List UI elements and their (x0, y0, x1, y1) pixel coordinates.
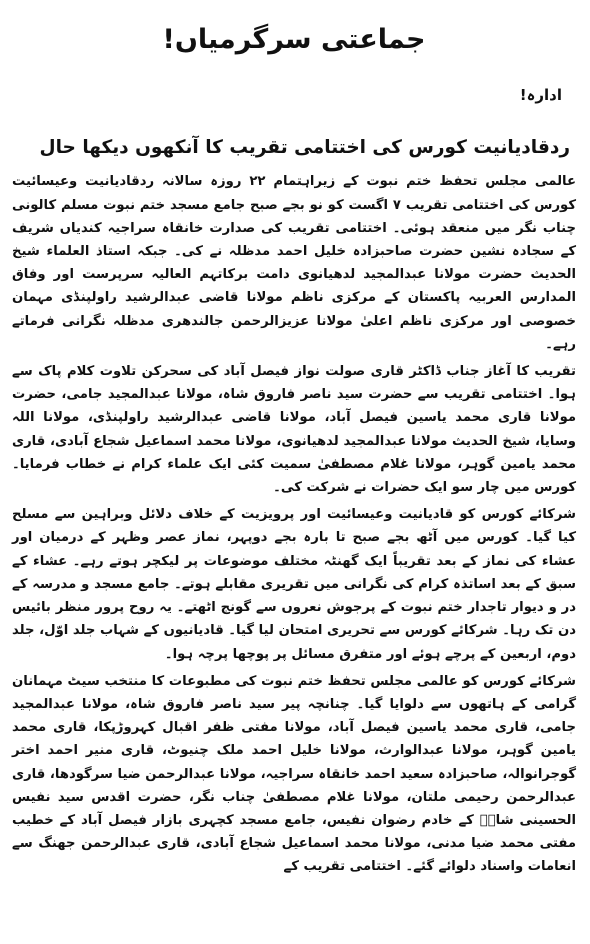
section-heading: ردقادیانیت کورس کی اختتامی تقریب کا آنکھوں دیکھا حال (39, 137, 570, 159)
paragraph: عالمی مجلس تحفظ ختم نبوت کے زیراہتمام ۲۲ روزہ سالانہ ردقادیانیت وعیسائیت کورس کی اختتامی تقریب ۷ اگست کو نو بجے صبح جامع مسجد ختم نبوت مسلم کالونی چناب نگر میں منعقد ہوئی۔ اختتامی تقریب کی صدارت خانقاہ سراجیہ کندیاں شریف کے سجادہ نشین حضرت صاحبزادہ خلیل احمد مدظلہ نے کی۔ جبکہ استاذ العلماء شیخ الحدیث حضرت مولانا عبدالمجید لدھیانوی دامت برکاتہم العالیہ سرپرست اور وفاق المدارس العربیہ پاکستان کے مرکزی ناظم مولانا قاضی عبدالرشید راولپنڈی مہمان خصوصی اور مرکزی ناظم اعلیٰ مولانا عزیزالرحمن جالندھری مدظلہ نگرانی فرماتے رہے۔ (12, 174, 577, 352)
article-title: جماعتی سرگرمیاں! (162, 24, 426, 55)
article-body (12, 170, 576, 878)
paragraph: شرکائے کورس کو قادیانیت وعیسائیت اور پرویزیت کے خلاف دلائل وبراہین سے مسلح کیا گیا۔ کورس میں آٹھ بجے صبح تا بارہ بجے دوپہر، نماز عصر وظہر کے درمیان اور عشاء کی نماز کے بعد تقریباً ایک گھنٹہ مختلف موضوعات پر لیکچر ہوتے رہے۔ عشاء کے سبق کے بعد اساتذہ کرام کی نگرانی میں تقریری مقابلے ہوتے۔ جامع مسجد و مدرسہ کے در و دیوار تاجدار ختم نبوت کے پرجوش نعروں سے گونج اٹھتے۔ یہ روح پرور منظر بائیس دن تک رہا۔ شرکائے کورس سے تحریری امتحان لیا گیا۔ قادیانیوں کے شہاب جلد اوّل، جلد دوم، اربعین کے پرچے ہوئے اور متفرق مسائل پر پوچھا پرچہ ہوا۔ (12, 507, 576, 662)
paragraph: شرکائے کورس کو عالمی مجلس تحفظ ختم نبوت کی مطبوعات کا منتخب سیٹ مہمانان گرامی کے ہاتھوں سے دلوایا گیا۔ چنانچہ پیر سید ناصر فاروق شاہ، مولانا عبدالمجید جامی، قاری محمد یاسین فیصل آباد، مولانا مفتی ظفر اقبال کہروڑپکا، قاری محمد یامین گوہر، مولانا عبدالوارث، مولانا خلیل احمد ملک چنیوٹ، قاری منیر احمد اختر گوجرانوالہ، صاحبزادہ سعید احمد خانقاہ سراجیہ، مولانا عبدالرحمن ضیا سرگودھا، قاری عبدالرحمن رحیمی ملتان، مولانا غلام مصطفیٰ چناب نگر، حضرت اقدس سید نفیس الحسینی شاہؒ کے خادم رضوان نفیس، جامع مسجد کچہری بازار فیصل آباد کے خطیب مفتی محمد ضیا مدنی، مولانا محمد اسماعیل شجاع آبادی، قاری عبدالرحمن جھنگ سے انعامات واسناد دلوائے گئے۔ اختتامی تقریب کے (12, 673, 576, 875)
paragraph: تقریب کا آغاز جناب ڈاکٹر قاری صولت نواز فیصل آباد کی سحرکن تلاوت کلام پاک سے ہوا۔ اختتامی تقریب سے حضرت سید ناصر فاروق شاہ، مولانا عبدالمجید جامی، حضرت مولانا قاری محمد یاسین فیصل آباد، مولانا قاضی عبدالرشید راولپنڈی، مولانا اللہ وسایا، شیخ الحدیث مولانا عبدالمجید لدھیانوی، مولانا محمد اسماعیل شجاع آبادی، قاری محمد یامین گوہر، مولانا غلام مصطفیٰ سمیت کئی ایک علماء کرام نے خطاب فرمایا۔ کورس میں چار سو ایک حضرات نے شرکت کی۔ (12, 364, 576, 496)
article-author: ادارہ! (519, 86, 562, 105)
